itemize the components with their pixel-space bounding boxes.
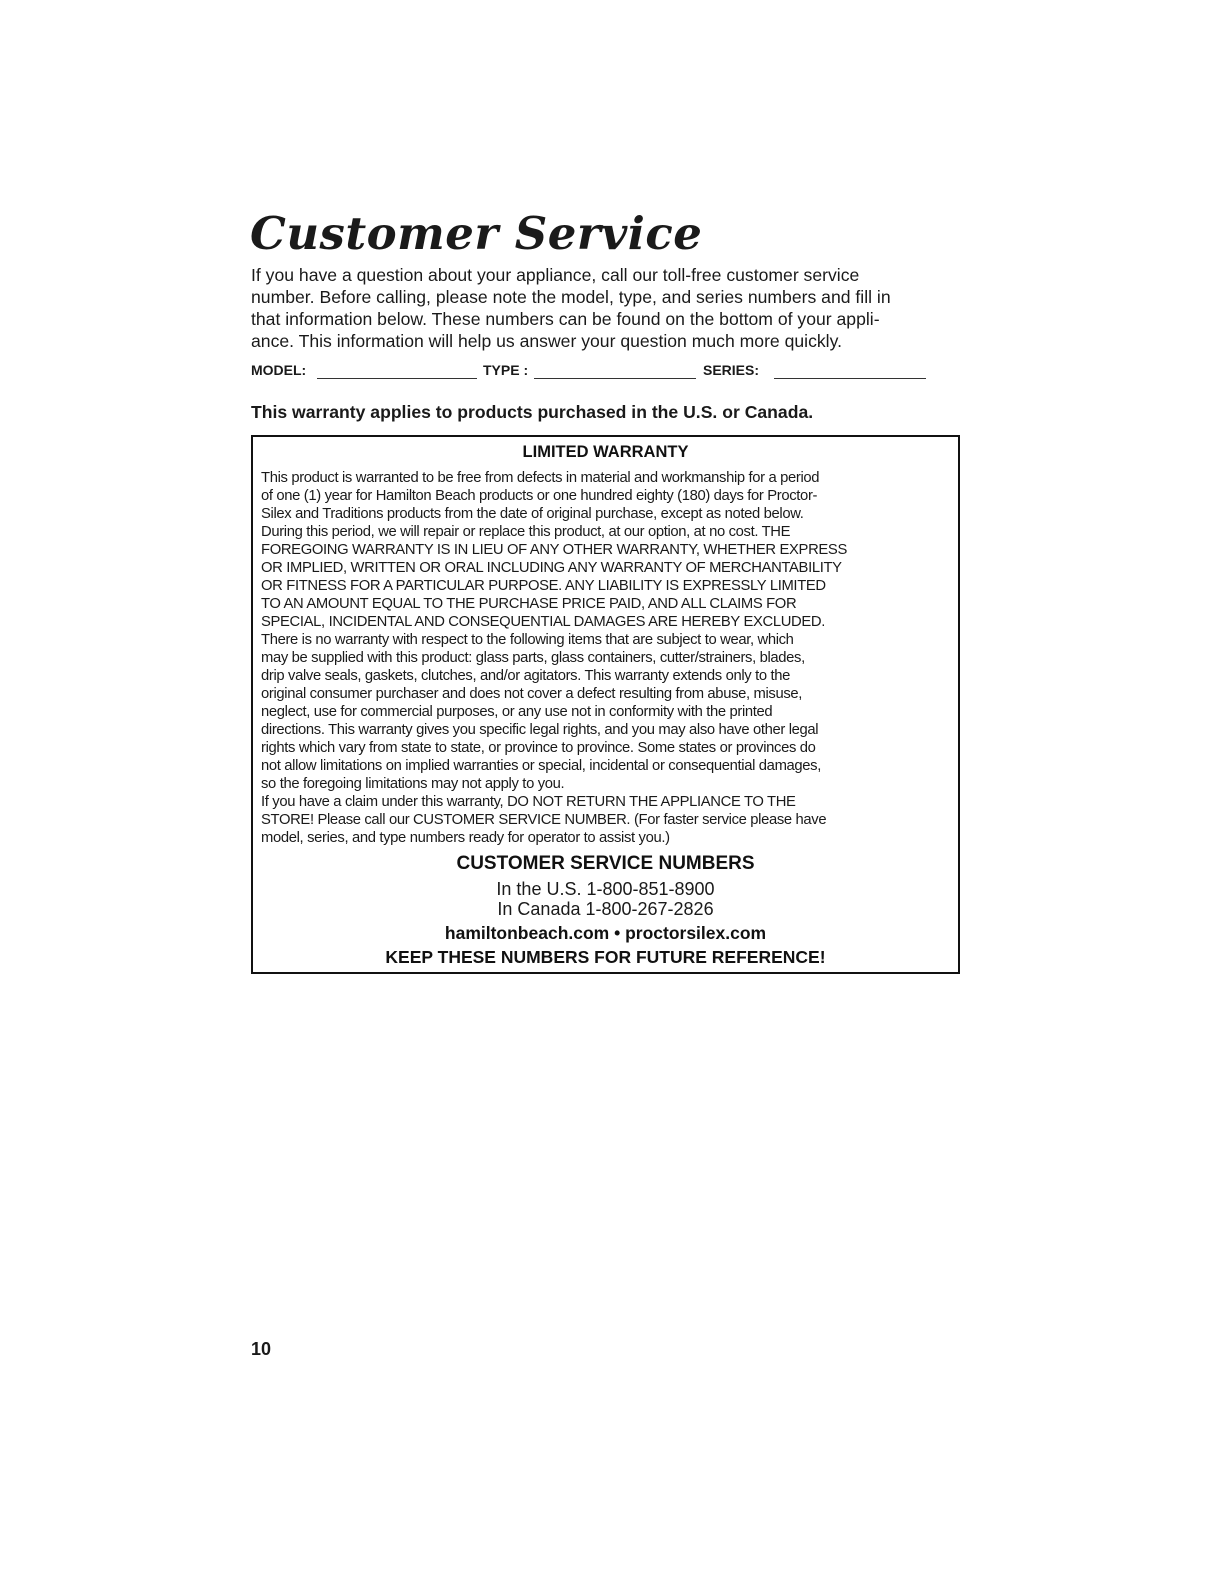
warranty-line: Silex and Traditions products from the date of original purchase, except as noted below. xyxy=(261,506,804,522)
page-title: Customer Service xyxy=(250,207,703,260)
warranty-line: may be supplied with this product: glass parts, glass containers, cutter/strainers, blades, xyxy=(261,650,805,666)
model-blank xyxy=(317,378,477,379)
product-info-fields xyxy=(251,362,951,384)
claim-line: STORE! Please call our CUSTOMER SERVICE NUMBER. (For faster service please have xyxy=(261,812,827,828)
warranty-line: original consumer purchaser and does not cover a defect resulting from abuse, misuse, xyxy=(261,686,803,702)
claim-line: model, series, and type numbers ready for operator to assist you.) xyxy=(261,830,670,846)
website-links: hamiltonbeach.com • proctorsilex.com xyxy=(444,923,767,943)
warranty-line: There is no warranty with respect to the following items that are subject to wear, which xyxy=(261,632,794,648)
warranty-line: FOREGOING WARRANTY IS IN LIEU OF ANY OTHER WARRANTY, WHETHER EXPRESS xyxy=(261,542,847,558)
canada-phone-number: In Canada 1-800-267-2826 xyxy=(497,899,714,919)
warranty-line: not allow limitations on implied warranties or special, incidental or consequential damages, xyxy=(261,758,821,774)
intro-line: ance. This information will help us answer your question much more quickly. xyxy=(251,331,842,351)
type-label: TYPE : xyxy=(483,362,529,378)
intro-paragraph xyxy=(251,264,965,352)
warranty-line: drip valve seals, gaskets, clutches, and/or agitators. This warranty extends only to the xyxy=(261,668,791,684)
warranty-line: directions. This warranty gives you specific legal rights, and you may also have other legal xyxy=(261,722,819,738)
warranty-line: OR FITNESS FOR A PARTICULAR PURPOSE. ANY LIABILITY IS EXPRESSLY LIMITED xyxy=(261,578,826,594)
warranty-line: TO AN AMOUNT EQUAL TO THE PURCHASE PRICE PAID, AND ALL CLAIMS FOR xyxy=(261,596,797,612)
intro-line: If you have a question about your appliance, call our toll-free customer service xyxy=(251,265,860,285)
series-blank xyxy=(774,378,926,379)
page-number: 10 xyxy=(251,1339,272,1359)
warranty-line: neglect, use for commercial purposes, or any use not in conformity with the printed xyxy=(261,704,773,720)
warranty-terms xyxy=(261,469,961,793)
claim-line: If you have a claim under this warranty, DO NOT RETURN THE APPLIANCE TO THE xyxy=(261,794,796,810)
warranty-line: During this period, we will repair or replace this product, at our option, at no cost. THE xyxy=(261,524,791,540)
type-blank xyxy=(534,378,696,379)
warranty-line: This product is warranted to be free from defects in material and workmanship for a period xyxy=(261,470,820,486)
customer-service-heading: CUSTOMER SERVICE NUMBERS xyxy=(456,853,755,874)
claim-instructions xyxy=(261,793,961,847)
warranty-line: so the foregoing limitations may not apply to you. xyxy=(261,776,565,792)
warranty-line: rights which vary from state to state, or province to province. Some states or provinces do xyxy=(261,740,816,756)
intro-line: number. Before calling, please note the model, type, and series numbers and fill in xyxy=(251,287,891,307)
model-label: MODEL: xyxy=(251,362,307,378)
intro-line: that information below. These numbers can be found on the bottom of your appli- xyxy=(251,309,880,329)
warranty-scope-note: This warranty applies to products purchased in the U.S. or Canada. xyxy=(251,402,814,422)
keep-numbers-note: KEEP THESE NUMBERS FOR FUTURE REFERENCE! xyxy=(385,947,826,967)
warranty-title: LIMITED WARRANTY xyxy=(522,443,689,461)
series-label: SERIES: xyxy=(703,362,760,378)
warranty-line: of one (1) year for Hamilton Beach products or one hundred eighty (180) days for Proctor- xyxy=(261,488,818,504)
warranty-line: SPECIAL, INCIDENTAL AND CONSEQUENTIAL DAMAGES ARE HEREBY EXCLUDED. xyxy=(261,614,825,630)
us-phone-number: In the U.S. 1-800-851-8900 xyxy=(496,879,715,899)
warranty-box xyxy=(251,435,960,974)
warranty-line: OR IMPLIED, WRITTEN OR ORAL INCLUDING ANY WARRANTY OF MERCHANTABILITY xyxy=(261,560,842,576)
